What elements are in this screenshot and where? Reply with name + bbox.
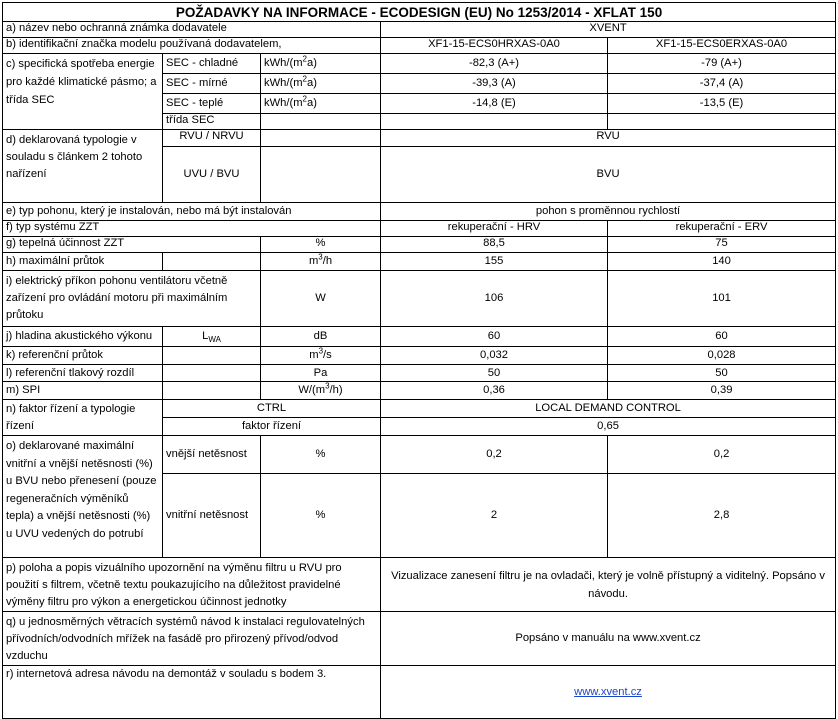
row-j-label: j) hladina akustického výkonu bbox=[3, 327, 163, 347]
row-i-v2: 101 bbox=[608, 271, 836, 327]
row-a bbox=[3, 22, 836, 38]
row-h-blank bbox=[163, 253, 261, 271]
uvu-label: UVU / BVU bbox=[163, 147, 261, 203]
row-b-label: b) identifikační značka modelu používaná dodavatelem, bbox=[3, 38, 381, 54]
sec-class-v2 bbox=[608, 114, 836, 130]
row-n-ctrl bbox=[3, 400, 836, 418]
supplier-name: XVENT bbox=[381, 22, 836, 38]
row-k-v2: 0,028 bbox=[608, 347, 836, 365]
sec-class-v1 bbox=[381, 114, 608, 130]
sec-warm-label: SEC - teplé bbox=[163, 94, 261, 114]
row-q-label: q) u jednosměrných větracích systémů návod k instalaci regulovatelných přívodních/odvodních mřížek na fasádě pro přirozený přívod/odvod vzduchu bbox=[3, 612, 381, 666]
row-j-v2: 60 bbox=[608, 327, 836, 347]
row-g-v2: 75 bbox=[608, 237, 836, 253]
sec-warm-v1: -14,8 (E) bbox=[381, 94, 608, 114]
row-j-v1: 60 bbox=[381, 327, 608, 347]
row-h-unit: $m^3/h$ bbox=[261, 253, 381, 271]
row-o-label: o) deklarované maximální vnitřní a vnější netěsnosti (%) u BVU nebo přenesení (pouze regeneračních výměníků tepla) a vnější netěsnosti (%) u UVU vedených do potrubí bbox=[3, 436, 163, 558]
model-2: XF1-15-ECS0ERXAS-0A0 bbox=[608, 38, 836, 54]
row-l-unit: Pa bbox=[261, 365, 381, 382]
row-q bbox=[3, 612, 836, 666]
row-d-label: d) deklarovaná typologie v souladu s článkem 2 tohoto nařízení bbox=[3, 130, 163, 203]
row-r bbox=[3, 666, 836, 719]
uvu-value: BVU bbox=[381, 147, 836, 203]
sec-mild-unit: kWh/$(m^2a)$ bbox=[261, 74, 381, 94]
row-c-label: c) specifická spotřeba energie pro každé klimatické pásmo; a třída SEC bbox=[3, 54, 163, 130]
sec-warm-unit: kWh/$(m^2a)$ bbox=[261, 94, 381, 114]
row-k-v1: 0,032 bbox=[381, 347, 608, 365]
row-c-cold bbox=[3, 54, 836, 74]
row-m-label: m) SPI bbox=[3, 382, 163, 400]
page-title: POŽADAVKY NA INFORMACE - ECODESIGN (EU) No 1253/2014 - XFLAT 150 bbox=[3, 3, 836, 22]
row-l-blank bbox=[163, 365, 261, 382]
internal-leak-label: vnitřní netěsnost bbox=[163, 474, 261, 558]
sec-cold-unit: kWh/$(m^2a)$ bbox=[261, 54, 381, 74]
sec-class-unit bbox=[261, 114, 381, 130]
row-i-unit: W bbox=[261, 271, 381, 327]
factor-label: faktor řízení bbox=[163, 418, 381, 436]
sec-mild-v1: -39,3 (A) bbox=[381, 74, 608, 94]
external-leak-label: vnější netěsnost bbox=[163, 436, 261, 474]
sec-warm-v2: -13,5 (E) bbox=[608, 94, 836, 114]
row-k-label: k) referenční průtok bbox=[3, 347, 163, 365]
row-l-v1: 50 bbox=[381, 365, 608, 382]
row-r-label: r) internetová adresa návodu na demontáž v souladu s bodem 3. bbox=[3, 666, 381, 719]
row-h bbox=[3, 253, 836, 271]
row-f-label: f) typ systému ZZT bbox=[3, 221, 381, 237]
sec-mild-label: SEC - mírné bbox=[163, 74, 261, 94]
disassembly-link[interactable]: www.xvent.cz bbox=[574, 685, 642, 698]
row-m-unit: $W/(m^3/h)$ bbox=[261, 382, 381, 400]
row-p-label: p) poloha a popis vizuálního upozornění na výměnu filtru u RVU pro použití s filtrem, včetně textu poukazujícího na důležitost pravidelné výměny filtru pro výkon a energetickou účinnost jednotky bbox=[3, 558, 381, 612]
internal-leak-unit: % bbox=[261, 474, 381, 558]
row-l bbox=[3, 365, 836, 382]
rvu-value: RVU bbox=[381, 130, 836, 147]
sec-cold-v1: -82,3 (A+) bbox=[381, 54, 608, 74]
row-h-v2: 140 bbox=[608, 253, 836, 271]
row-i bbox=[3, 271, 836, 327]
row-i-label: i) elektrický příkon pohonu ventilátoru včetně zařízení pro ovládání motoru při maximálním průtoku bbox=[3, 271, 261, 327]
rvu-label: RVU / NRVU bbox=[163, 130, 261, 147]
row-m bbox=[3, 382, 836, 400]
disassembly-url-cell bbox=[381, 666, 836, 719]
row-d-rvu bbox=[3, 130, 836, 147]
ctrl-value: LOCAL DEMAND CONTROL bbox=[381, 400, 836, 418]
row-g-label: g) tepelná účinnost ZZT bbox=[3, 237, 261, 253]
ecodesign-table bbox=[2, 2, 836, 719]
sec-mild-v2: -37,4 (A) bbox=[608, 74, 836, 94]
hrs-type-2: rekuperační - ERV bbox=[608, 221, 836, 237]
rvu-blank bbox=[261, 130, 381, 147]
row-p bbox=[3, 558, 836, 612]
row-n-label: n) faktor řízení a typologie řízení bbox=[3, 400, 163, 436]
row-h-v1: 155 bbox=[381, 253, 608, 271]
row-l-label: l) referenční tlakový rozdíl bbox=[3, 365, 163, 382]
sec-class-label: třída SEC bbox=[163, 114, 261, 130]
installation-manual-text: Popsáno v manuálu na www.xvent.cz bbox=[381, 612, 836, 666]
filter-warning-text: Vizualizace zanesení filtru je na ovladači, který je volně přístupný a viditelný. Popsáno v návodu. bbox=[381, 558, 836, 612]
row-m-v2: 0,39 bbox=[608, 382, 836, 400]
external-leak-unit: % bbox=[261, 436, 381, 474]
row-k-blank bbox=[163, 347, 261, 365]
ctrl-label: CTRL bbox=[163, 400, 381, 418]
row-a-label: a) název nebo ochranná známka dodavatele bbox=[3, 22, 381, 38]
row-e bbox=[3, 203, 836, 221]
row-m-blank bbox=[163, 382, 261, 400]
row-b bbox=[3, 38, 836, 54]
external-leak-v1: 0,2 bbox=[381, 436, 608, 474]
row-l-v2: 50 bbox=[608, 365, 836, 382]
row-j-unit: dB bbox=[261, 327, 381, 347]
row-e-label: e) typ pohonu, který je instalován, nebo má být instalován bbox=[3, 203, 381, 221]
row-k-unit: $m^3/s$ bbox=[261, 347, 381, 365]
row-h-label: h) maximální průtok bbox=[3, 253, 163, 271]
factor-value: 0,65 bbox=[381, 418, 836, 436]
row-g-v1: 88,5 bbox=[381, 237, 608, 253]
row-i-v1: 106 bbox=[381, 271, 608, 327]
row-g-unit: % bbox=[261, 237, 381, 253]
row-j bbox=[3, 327, 836, 347]
row-j-symbol: $L_{WA}$ bbox=[163, 327, 261, 347]
internal-leak-v2: 2,8 bbox=[608, 474, 836, 558]
hrs-type-1: rekuperační - HRV bbox=[381, 221, 608, 237]
sec-cold-label: SEC - chladné bbox=[163, 54, 261, 74]
uvu-blank bbox=[261, 147, 381, 203]
internal-leak-v1: 2 bbox=[381, 474, 608, 558]
external-leak-v2: 0,2 bbox=[608, 436, 836, 474]
drive-type: pohon s proměnnou rychlostí bbox=[381, 203, 836, 221]
title-row bbox=[3, 3, 836, 22]
row-o-external bbox=[3, 436, 836, 474]
row-k bbox=[3, 347, 836, 365]
sec-cold-v2: -79 (A+) bbox=[608, 54, 836, 74]
model-1: XF1-15-ECS0HRXAS-0A0 bbox=[381, 38, 608, 54]
row-g bbox=[3, 237, 836, 253]
row-f bbox=[3, 221, 836, 237]
row-m-v1: 0,36 bbox=[381, 382, 608, 400]
